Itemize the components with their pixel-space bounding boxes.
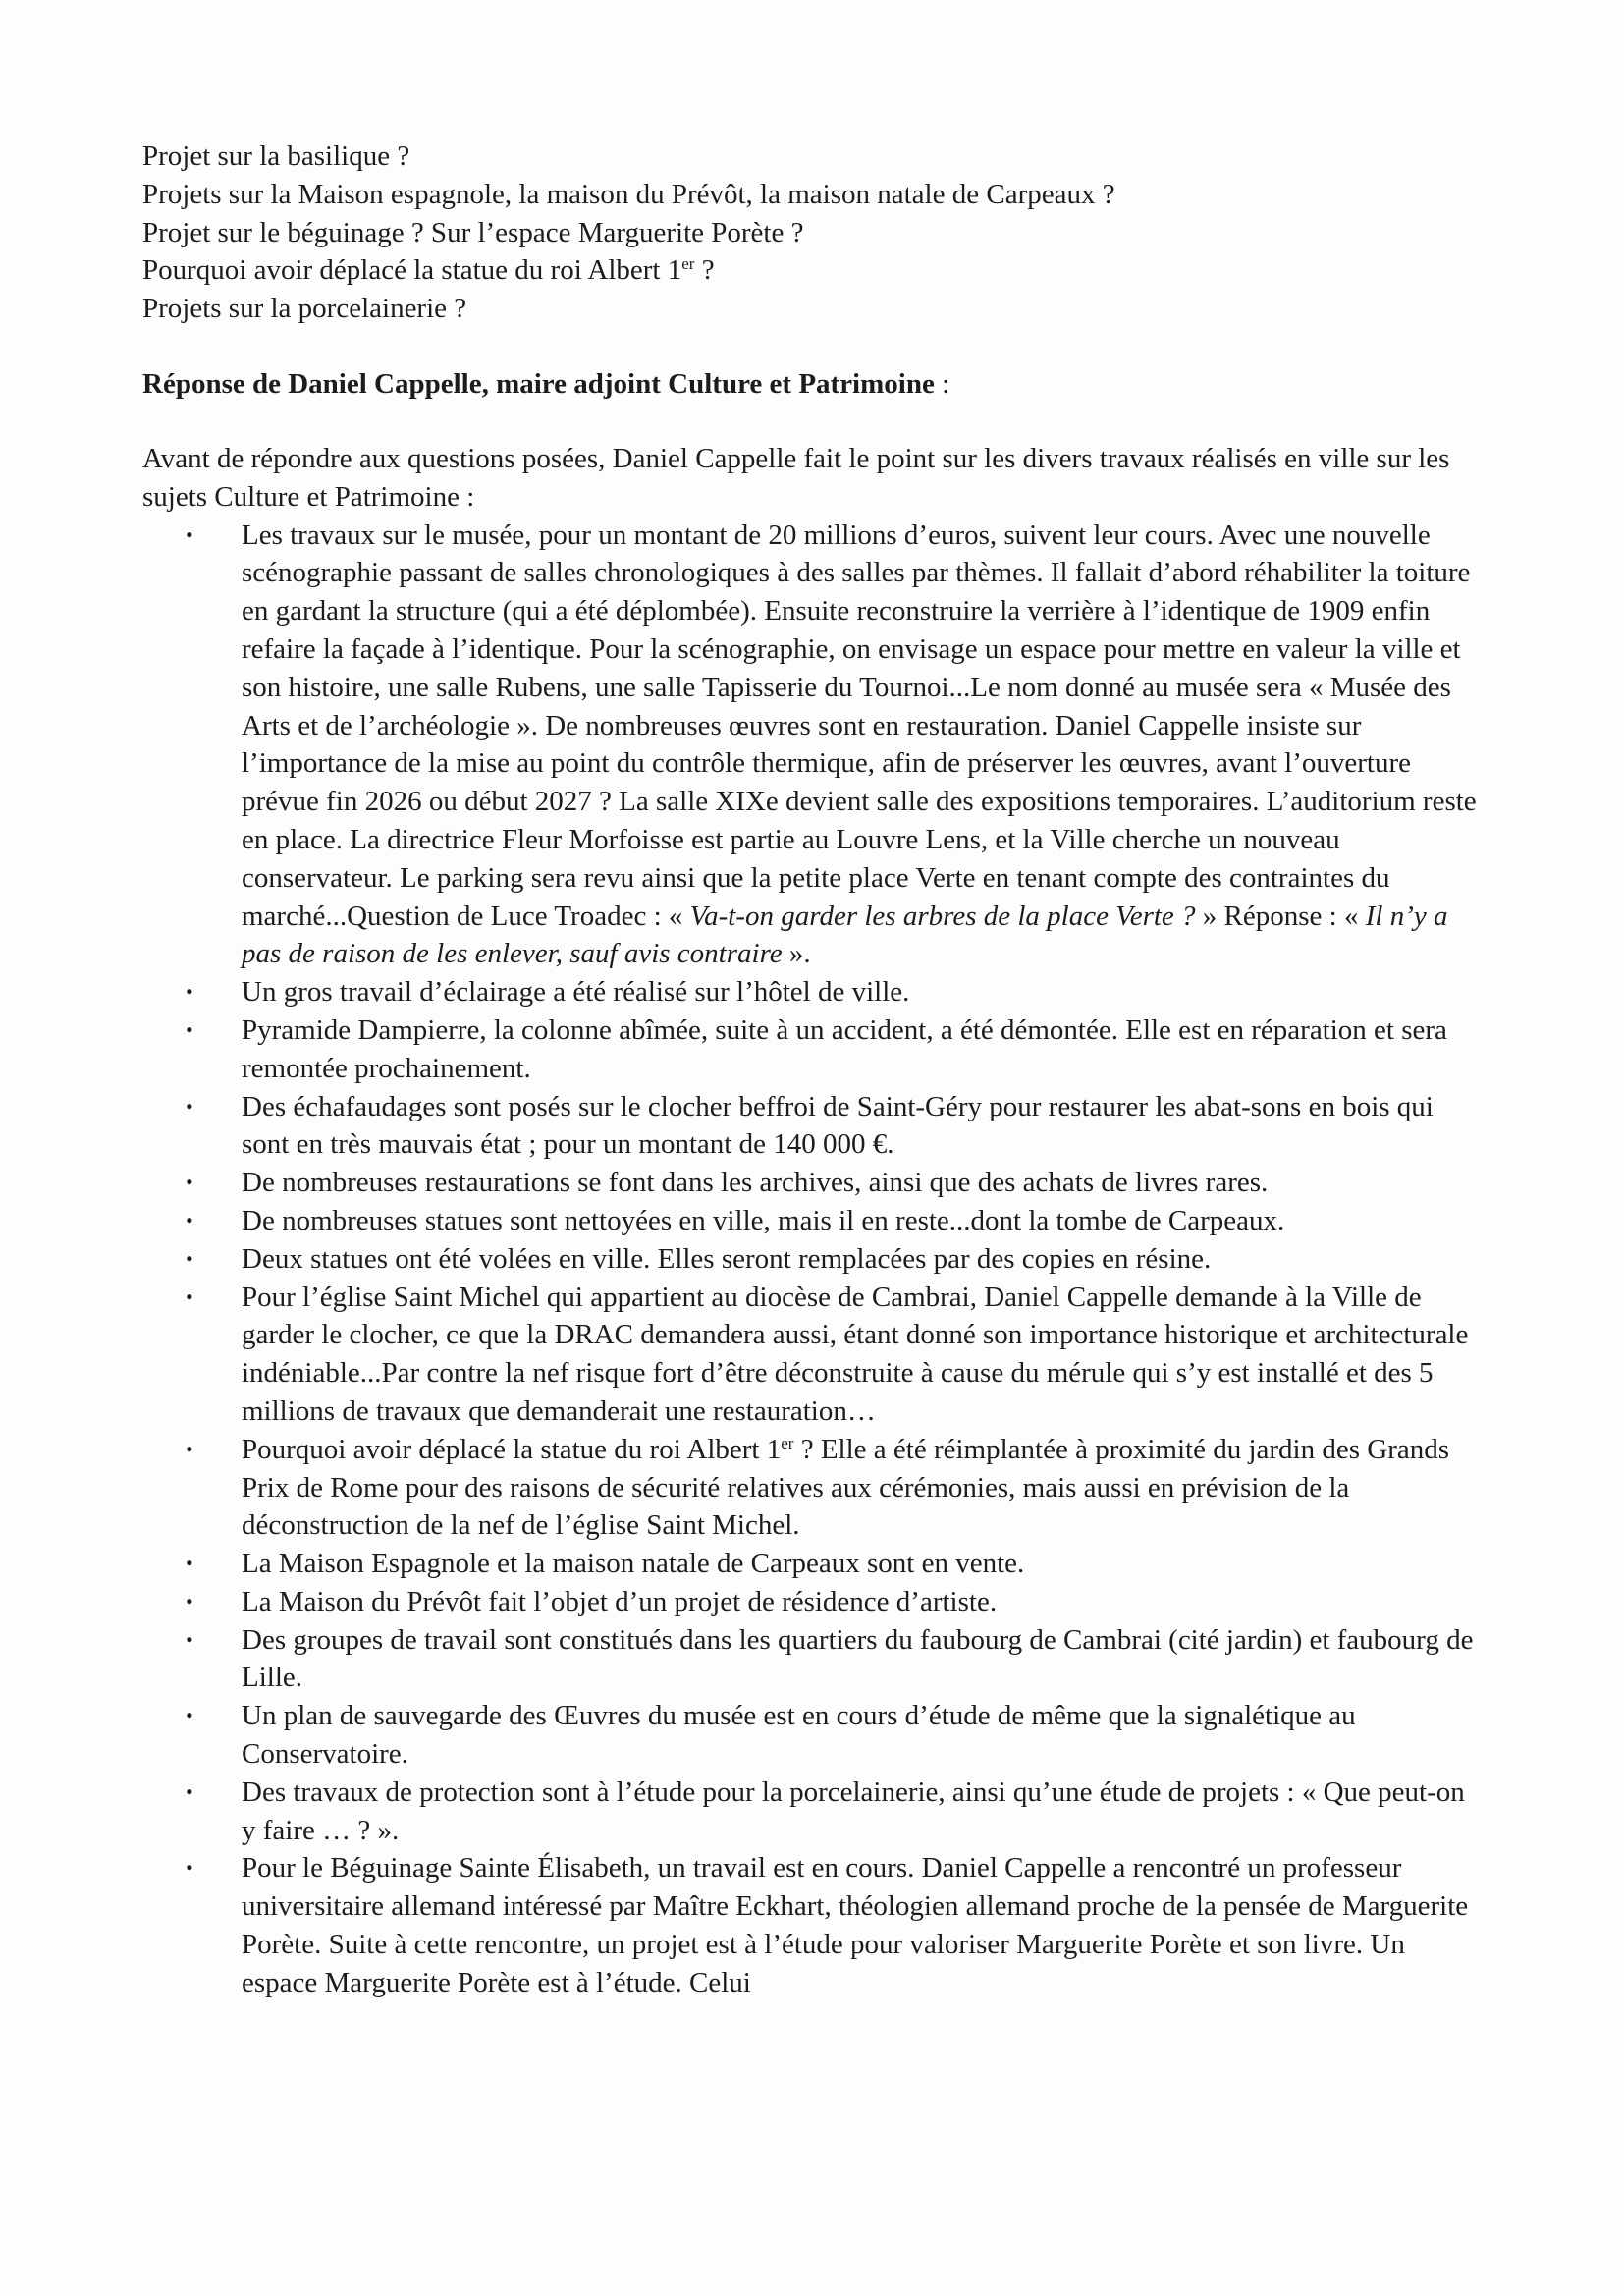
bullet-icon: • bbox=[186, 1588, 193, 1613]
item-text: De nombreuses restaurations se font dans les archives, ainsi que des achats de livres rares. bbox=[242, 1167, 1269, 1199]
bullet-icon: • bbox=[186, 1703, 193, 1728]
question-text: Pourquoi avoir déplacé la statue du roi Albert 1 bbox=[142, 254, 682, 287]
bullet-icon: • bbox=[186, 1551, 193, 1576]
list-item bbox=[186, 1240, 1477, 1279]
list-item bbox=[186, 1621, 1477, 1698]
bullet-icon: • bbox=[186, 1093, 193, 1119]
item-text: De nombreuses statues sont nettoyées en ville, mais il en reste...dont la tombe de Carpeaux. bbox=[242, 1204, 1285, 1236]
question-line: Projets sur la Maison espagnole, la maison du Prévôt, la maison natale de Carpeaux ? bbox=[142, 178, 1115, 210]
item-text: Des travaux de protection sont à l’étude pour la porcelainerie, ainsi qu’une étude de projets : « Que peut-on y faire … ? ». bbox=[242, 1776, 1465, 1846]
list-item bbox=[186, 1279, 1477, 1431]
answer-quote: Il n’y a pas de raison de les enlever, sauf avis contraire bbox=[242, 900, 1448, 970]
list-item bbox=[186, 1431, 1477, 1545]
item-text: ? Elle a été réimplantée à proximité du jardin des Grands Prix de Rome pour des raisons de sécurité relatives aux cérémonies, mais aussi en prévision de la déconstruction de la nef de l’église Saint Michel. bbox=[242, 1433, 1450, 1542]
bullet-icon: • bbox=[186, 1207, 193, 1232]
bullet-icon: • bbox=[186, 521, 193, 547]
item-text: Les travaux sur le musée, pour un montant de 20 millions d’euros, suivent leur cours. Avec une nouvelle scénographie passant de salles chronologiques à des salles par thèmes. Il fallait d’abord réhabiliter la toiture en gardant la structure (qui a été déplombée). Ensuite reconstruire la verrière à l’identique de 1909 enfin refaire la façade à l’identique. Pour la scénographie, on envisage un espace pour mettre en valeur la ville et son histoire, une salle Rubens, une salle Tapisserie du Tournoi...Le nom donné au musée sera « Musée des Arts et de l’archéologie ». De nombreuses œuvres sont en restauration. Daniel Cappelle insiste sur l’importance de la mise au point du contrôle thermique, afin de préserver les œuvres, avant l’ouverture prévue fin 2026 ou début 2027 ? La salle XIXe devient salle des expositions temporaires. L’auditorium reste en place. La directrice Fleur Morfoisse est partie au Louvre Lens, et la Ville cherche un nouveau conservateur. Le parking sera revu ainsi que la petite place Verte en tenant compte des contraintes du marché...Question de Luce Troadec : « bbox=[242, 519, 1477, 932]
list-item bbox=[186, 1011, 1477, 1088]
item-text: Deux statues ont été volées en ville. Elles seront remplacées par des copies en résine. bbox=[242, 1242, 1212, 1275]
item-text: La Maison du Prévôt fait l’objet d’un projet de résidence d’artiste. bbox=[242, 1585, 998, 1617]
heading-text: Réponse de Daniel Cappelle, maire adjoint Culture et Patrimoine bbox=[142, 367, 935, 400]
list-item bbox=[186, 1849, 1477, 2001]
list-item bbox=[186, 1697, 1477, 1774]
section-heading bbox=[142, 365, 1477, 403]
bullet-icon: • bbox=[186, 1855, 193, 1881]
item-text: Pour le Béguinage Sainte Élisabeth, un travail est en cours. Daniel Cappelle a rencontré un professeur universitaire allemand intéressé par Maître Eckhart, théologien allemand proche de la pensée de Marguerite Porète. Suite à cette rencontre, un projet est à l’étude pour valoriser Marguerite Porète et son livre. Un espace Marguerite Porète est à l’étude. Celui bbox=[242, 1852, 1469, 1998]
list-item bbox=[186, 973, 1477, 1011]
list-item bbox=[186, 1583, 1477, 1621]
list-item bbox=[186, 1164, 1477, 1202]
question-line: Projets sur la porcelainerie ? bbox=[142, 293, 467, 325]
question-quote: Va-t-on garder les arbres de la place Verte ? bbox=[689, 900, 1196, 932]
item-text: Pyramide Dampierre, la colonne abîmée, suite à un accident, a été démontée. Elle est en réparation et sera remontée prochainement. bbox=[242, 1013, 1447, 1084]
superscript: er bbox=[781, 1433, 794, 1452]
item-text: » Réponse : « bbox=[1195, 900, 1366, 932]
superscript: er bbox=[681, 254, 695, 274]
item-text: Pourquoi avoir déplacé la statue du roi Albert 1 bbox=[242, 1433, 782, 1465]
bullet-icon: • bbox=[186, 1245, 193, 1271]
item-text: La Maison Espagnole et la maison natale de Carpeaux sont en vente. bbox=[242, 1548, 1025, 1580]
item-text: Des échafaudages sont posés sur le clocher beffroi de Saint-Géry pour restaurer les abat-sons en bois qui sont en très mauvais état ; pour un montant de 140 000 €. bbox=[242, 1090, 1434, 1161]
list-item bbox=[186, 1202, 1477, 1240]
bullet-icon: • bbox=[186, 1436, 193, 1461]
list-item bbox=[186, 1545, 1477, 1583]
question-line: Projet sur la basilique ? bbox=[142, 140, 410, 172]
bullet-icon: • bbox=[186, 1170, 193, 1195]
item-text: Des groupes de travail sont constitués dans les quartiers du faubourg de Cambrai (cité jardin) et faubourg de Lille. bbox=[242, 1623, 1474, 1694]
item-text: Un plan de sauvegarde des Œuvres du musée est en cours d’étude de même que la signalétique au Conservatoire. bbox=[242, 1700, 1356, 1771]
list-item bbox=[186, 1774, 1477, 1850]
bullet-icon: • bbox=[186, 1284, 193, 1309]
question-line bbox=[142, 251, 1477, 290]
questions-block bbox=[142, 137, 1477, 328]
bullet-icon: • bbox=[186, 1626, 193, 1652]
bullet-icon: • bbox=[186, 979, 193, 1005]
heading-colon: : bbox=[934, 367, 950, 400]
list-item bbox=[186, 517, 1477, 974]
question-line: Projet sur le béguinage ? Sur l’espace Marguerite Porète ? bbox=[142, 216, 804, 248]
item-text: ». bbox=[782, 938, 811, 970]
item-text: Pour l’église Saint Michel qui appartient au diocèse de Cambrai, Daniel Cappelle demande à la Ville de garder le clocher, ce que la DRAC demandera aussi, étant donné son importance historique et architecturale indéniable...Par contre la nef risque fort d’être déconstruite à cause du mérule qui s’y est installé et des 5 millions de travaux que demanderait une restauration… bbox=[242, 1281, 1469, 1427]
list-item bbox=[186, 1088, 1477, 1165]
bullet-list bbox=[142, 517, 1477, 2002]
bullet-icon: • bbox=[186, 1016, 193, 1042]
question-text: ? bbox=[694, 254, 715, 287]
item-text: Un gros travail d’éclairage a été réalisé sur l’hôtel de ville. bbox=[242, 976, 910, 1009]
intro-paragraph: Avant de répondre aux questions posées, Daniel Cappelle fait le point sur les divers travaux réalisés en ville sur les sujets Culture et Patrimoine : bbox=[142, 442, 1450, 513]
bullet-icon: • bbox=[186, 1778, 193, 1804]
